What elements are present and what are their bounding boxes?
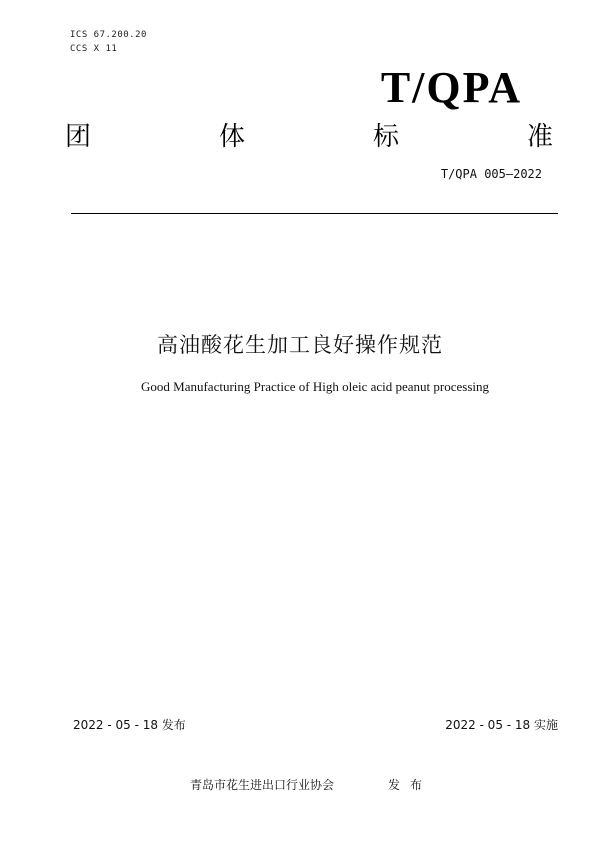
ics-code: ICS 67.200.20 [70,30,147,40]
implementation-date: 2022 - 05 - 18 实施 [445,718,558,732]
issue-date: 2022 - 05 - 18 发布 [73,718,186,732]
standard-brand-logo: T/QPA [380,63,522,112]
category-char-1: 团 [65,122,92,152]
header-divider [71,213,558,214]
ccs-code: CCS X 11 [70,44,118,54]
document-title-cn: 高油酸花生加工良好操作规范 [157,333,443,357]
publish-label: 发布 [388,778,433,792]
standard-number: T/QPA 005—2022 [440,167,542,181]
category-char-3: 标 [373,122,400,152]
document-title-en: Good Manufacturing Practice of High oleic acid peanut processing [141,379,489,394]
publisher-name: 青岛市花生进出口行业协会 [190,778,335,792]
category-char-4: 准 [527,122,554,152]
category-char-2: 体 [219,122,246,152]
